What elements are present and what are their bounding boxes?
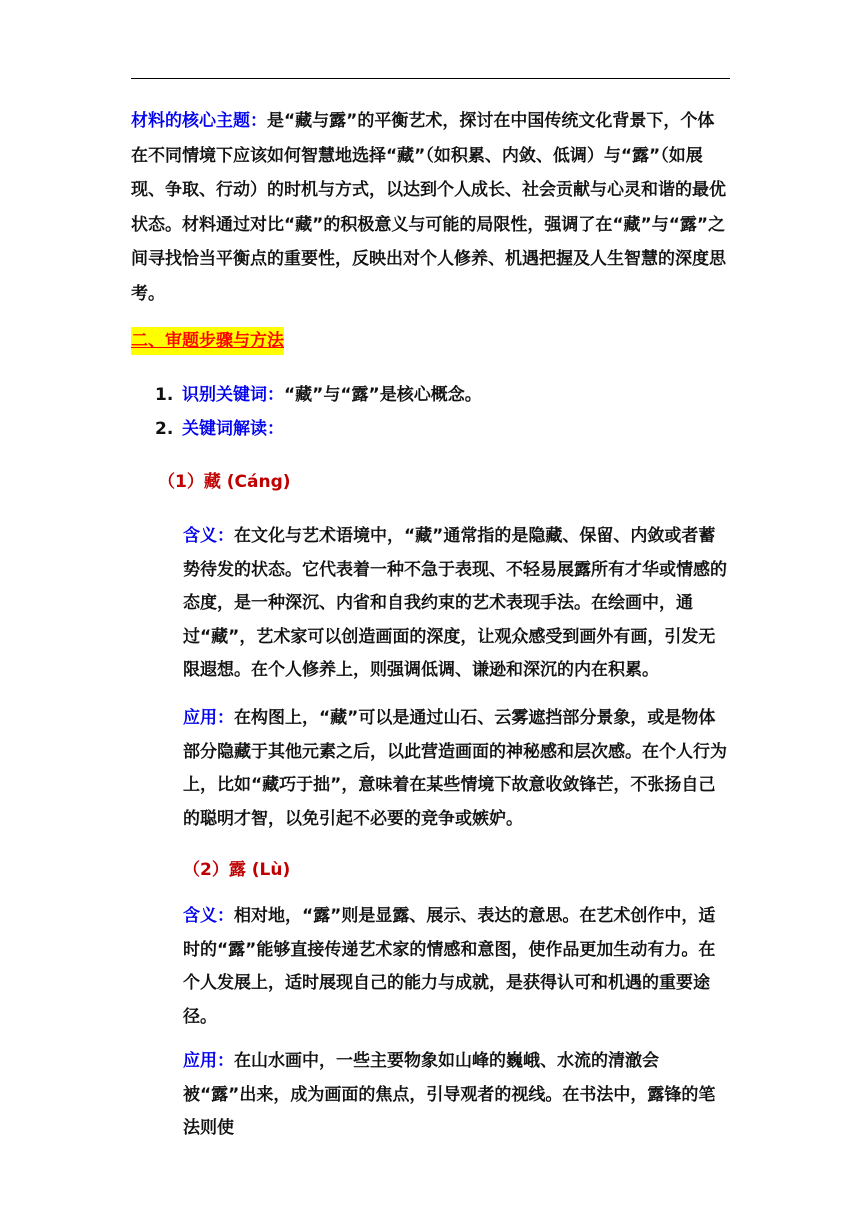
- subheading-lu: （2）露 (Lù): [183, 860, 291, 880]
- lu-usage-paragraph: [183, 1045, 728, 1146]
- list-item: [155, 381, 482, 409]
- lu-usage-text: 在山水画中，一些主要物象如山峰的巍峨、水流的清澈会被“露”出来，成为画面的焦点，引导观者的视线。在书法中，露锋的笔法则使: [183, 1051, 716, 1139]
- intro-paragraph: [131, 104, 731, 311]
- lu-meaning-label: 含义：: [183, 906, 234, 926]
- list-text: “藏”与“露”是核心概念。: [284, 385, 482, 405]
- intro-text: 是“藏与露”的平衡艺术，探讨在中国传统文化背景下，个体在不同情境下应该如何智慧地选择“藏”（如积累、内敛、低调）与“露”（如展现、争取、行动）的时机与方式，以达到个人成长、社会贡献与心灵和谐的最优状态。材料通过对比“藏”的积极意义与可能的局限性，强调了在“藏”与“露”之间寻找恰当平衡点的重要性，反映出对个人修养、机遇把握及人生智慧的深度思考。: [131, 111, 726, 304]
- lu-meaning-text: 相对地，“露”则是显露、展示、表达的意思。在艺术创作中，适时的“露”能够直接传递艺术家的情感和意图，使作品更加生动有力。在个人发展上，适时展现自己的能力与成就，是获得认可和机遇的重要途径。: [183, 906, 716, 1027]
- lu-usage-label: 应用：: [183, 1051, 234, 1071]
- intro-label: 材料的核心主题：: [131, 111, 267, 131]
- cang-usage-text: 在构图上，“藏”可以是通过山石、云雾遮挡部分景象，或是物体部分隐藏于其他元素之后，以此营造画面的神秘感和层次感。在个人行为上，比如“藏巧于拙”，意味着在某些情境下故意收敛锋芒，不张扬自己的聪明才智，以免引起不必要的竞争或嫉妒。: [183, 708, 727, 829]
- cang-meaning-label: 含义：: [183, 526, 234, 546]
- header-rule: [131, 78, 730, 79]
- cang-usage-paragraph: [183, 702, 728, 836]
- subheading-cang: （1）藏 (Cáng): [158, 472, 291, 492]
- list-item: [155, 415, 284, 443]
- section-heading: 二、审题步骤与方法: [131, 327, 284, 355]
- list-number: 2.: [155, 419, 174, 439]
- list-number: 1.: [155, 385, 174, 405]
- list-label: 关键词解读：: [182, 419, 284, 439]
- lu-meaning-paragraph: [183, 900, 728, 1034]
- cang-meaning-text: 在文化与艺术语境中，“藏”通常指的是隐藏、保留、内敛或者蓄势待发的状态。它代表着一种不急于表现、不轻易展露所有才华或情感的态度，是一种深沉、内省和自我约束的艺术表现手法。在绘画中，通过“藏”，艺术家可以创造画面的深度，让观众感受到画外有画，引发无限遐想。在个人修养上，则强调低调、谦逊和深沉的内在积累。: [183, 526, 727, 681]
- cang-meaning-paragraph: [183, 520, 728, 688]
- list-label: 识别关键词：: [182, 385, 284, 405]
- cang-usage-label: 应用：: [183, 708, 234, 728]
